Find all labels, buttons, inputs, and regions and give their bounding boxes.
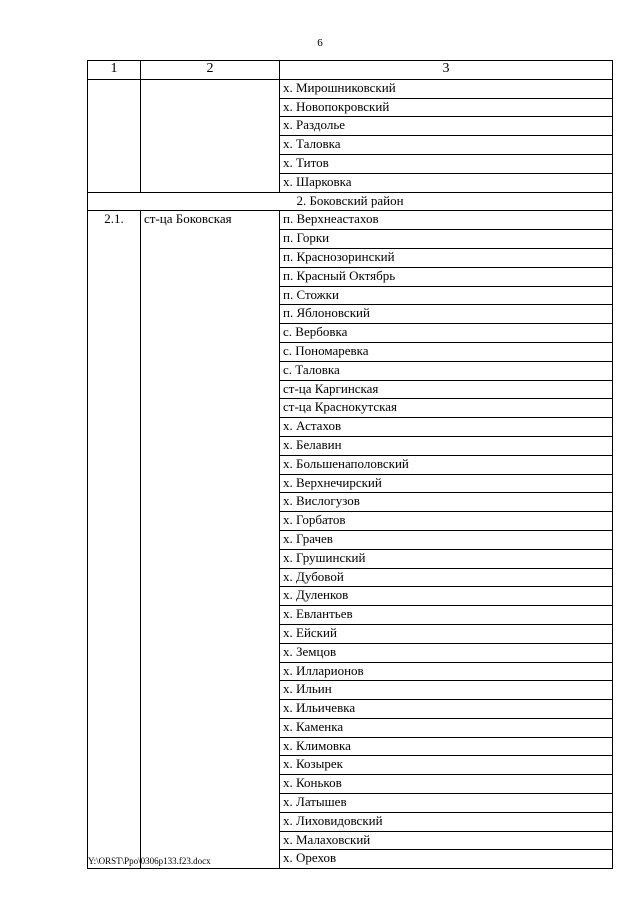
settlement-cell: х. Илларионов	[280, 662, 613, 681]
settlement-cell: х. Ильин	[280, 681, 613, 700]
section-row	[88, 192, 613, 211]
settlement-cell: х. Белавин	[280, 436, 613, 455]
settlement-cell: х. Малаховский	[280, 831, 613, 850]
table-row	[88, 211, 613, 230]
settlement-cell: х. Грачев	[280, 530, 613, 549]
settlement-cell: х. Орехов	[280, 850, 613, 869]
settlement-cell: п. Яблоновский	[280, 305, 613, 324]
section-title: 2. Боковский район	[88, 192, 613, 211]
table-row	[88, 79, 613, 98]
settlement-cell: х. Евлантьев	[280, 606, 613, 625]
continued-number-cell	[88, 79, 141, 192]
settlement-cell: х. Каменка	[280, 718, 613, 737]
settlement-cell: с. Таловка	[280, 361, 613, 380]
group-number-cell: 2.1.	[88, 211, 141, 869]
footer-file-path: Y:\ORST\Ppo\0306p133.f23.docx	[88, 856, 211, 866]
settlement-cell: ст-ца Краснокутская	[280, 399, 613, 418]
settlement-cell: х. Шарковка	[280, 173, 613, 192]
settlement-cell: х. Большенаполовский	[280, 455, 613, 474]
settlement-cell: х. Земцов	[280, 643, 613, 662]
settlement-cell: с. Пономаревка	[280, 342, 613, 361]
settlement-cell: п. Красный Октябрь	[280, 267, 613, 286]
settlement-cell: х. Ейский	[280, 624, 613, 643]
settlement-cell: х. Верхнечирский	[280, 474, 613, 493]
header-col-2: 2	[141, 61, 280, 80]
settlement-cell: с. Вербовка	[280, 324, 613, 343]
settlement-cell: х. Вислогузов	[280, 493, 613, 512]
settlement-cell: х. Лиховидовский	[280, 812, 613, 831]
settlement-cell: х. Астахов	[280, 418, 613, 437]
table-header-row	[88, 61, 613, 80]
table-body	[88, 79, 613, 868]
header-col-3: 3	[280, 61, 613, 80]
settlement-cell: х. Дубовой	[280, 568, 613, 587]
settlement-cell: х. Климовка	[280, 737, 613, 756]
settlements-table	[87, 60, 613, 869]
settlement-cell: ст-ца Каргинская	[280, 380, 613, 399]
group-name-cell: ст-ца Боковская	[141, 211, 280, 869]
settlement-cell: п. Стожки	[280, 286, 613, 305]
settlement-cell: х. Дуленков	[280, 587, 613, 606]
settlement-cell: х. Козырек	[280, 756, 613, 775]
settlement-cell: х. Новопокровский	[280, 98, 613, 117]
settlement-cell: п. Горки	[280, 230, 613, 249]
settlement-cell: п. Верхнеастахов	[280, 211, 613, 230]
settlement-cell: х. Латышев	[280, 794, 613, 813]
settlement-cell: х. Раздолье	[280, 117, 613, 136]
settlement-cell: х. Ильичевка	[280, 700, 613, 719]
settlement-cell: х. Титов	[280, 154, 613, 173]
continued-name-cell	[141, 79, 280, 192]
settlement-cell: х. Мирошниковский	[280, 79, 613, 98]
settlement-cell: х. Коньков	[280, 775, 613, 794]
settlement-cell: х. Грушинский	[280, 549, 613, 568]
settlement-cell: п. Краснозоринский	[280, 248, 613, 267]
header-col-1: 1	[88, 61, 141, 80]
page-number: 6	[317, 37, 323, 49]
settlement-cell: х. Таловка	[280, 136, 613, 155]
settlement-cell: х. Горбатов	[280, 512, 613, 531]
